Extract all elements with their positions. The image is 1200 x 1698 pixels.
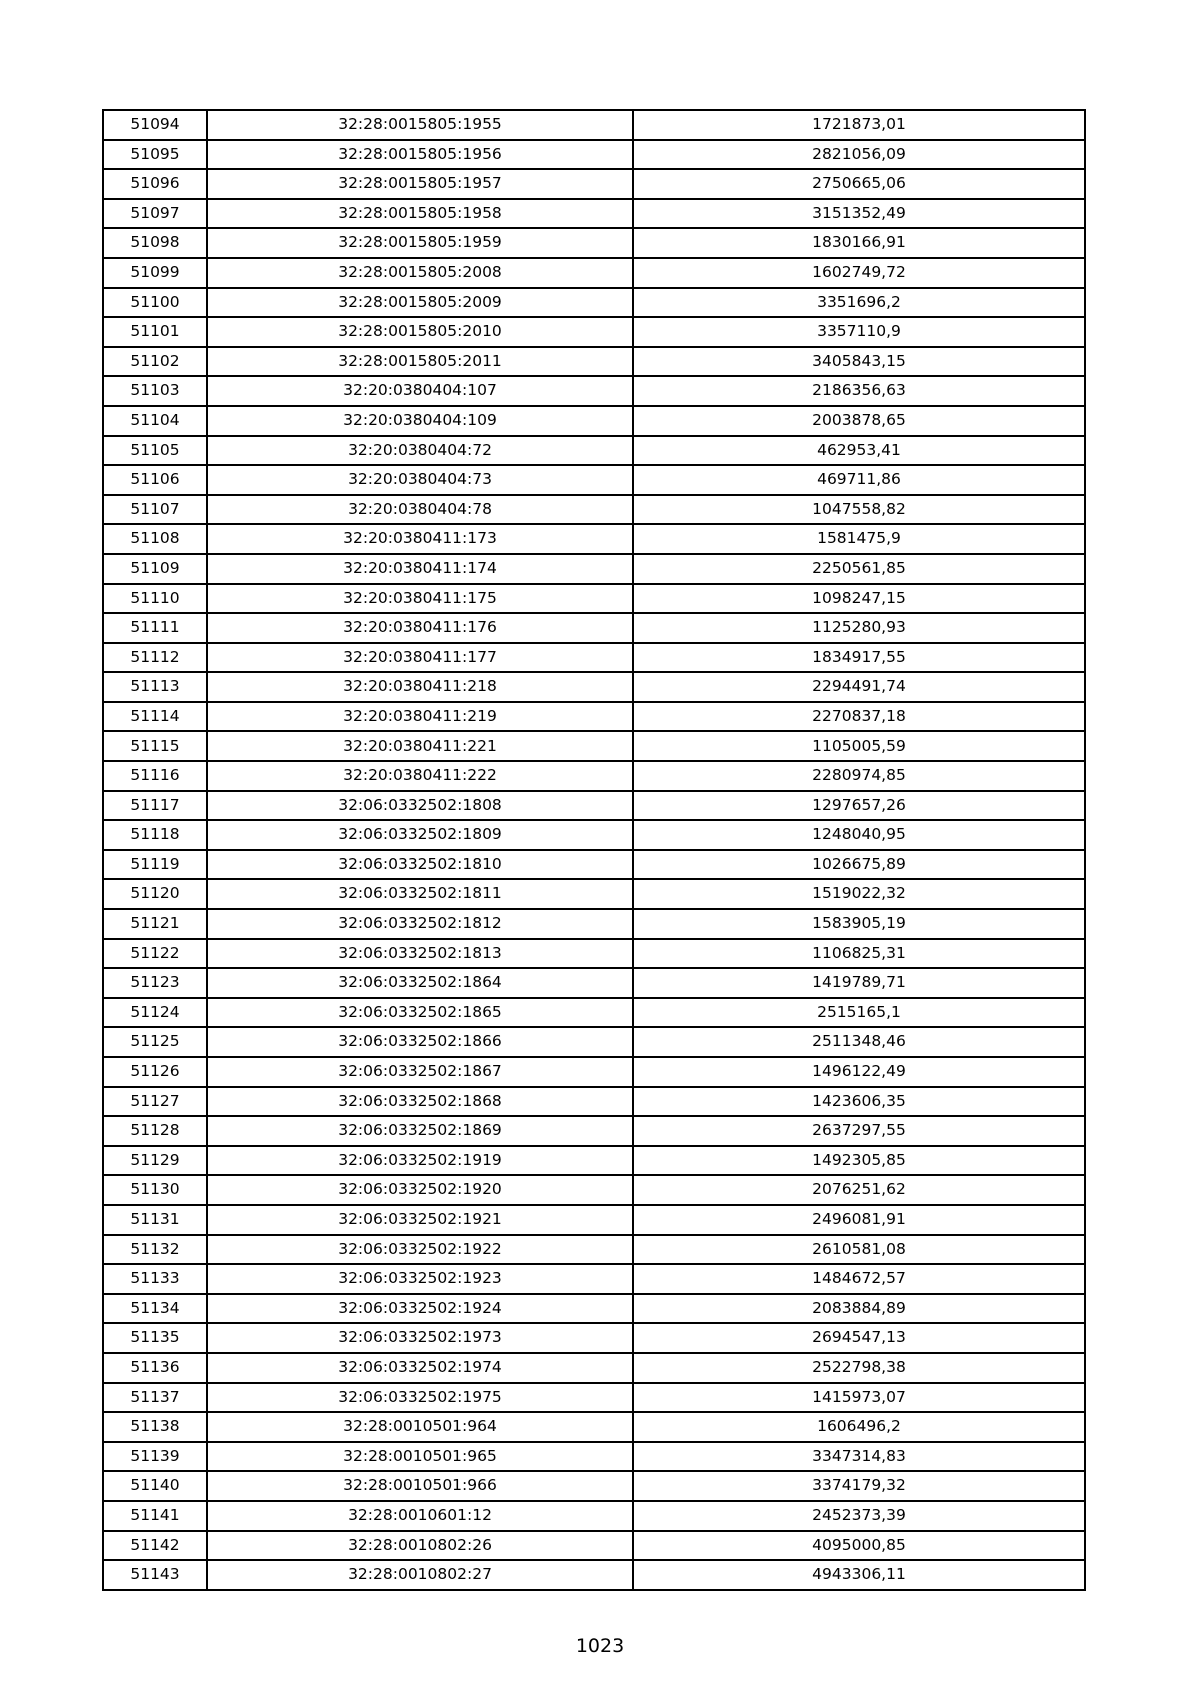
value-cell: 1496122,49 xyxy=(633,1057,1085,1087)
cadastral-number-cell: 32:20:0380404:109 xyxy=(207,406,633,436)
value-cell: 3405843,15 xyxy=(633,347,1085,377)
row-number-cell: 51129 xyxy=(103,1146,207,1176)
cadastral-number-cell: 32:06:0332502:1868 xyxy=(207,1087,633,1117)
table-row xyxy=(103,1146,1085,1176)
table-row xyxy=(103,140,1085,170)
value-cell: 2610581,08 xyxy=(633,1235,1085,1265)
cadastral-number-cell: 32:06:0332502:1920 xyxy=(207,1175,633,1205)
table-row xyxy=(103,1205,1085,1235)
row-number-cell: 51100 xyxy=(103,288,207,318)
cadastral-number-cell: 32:20:0380411:221 xyxy=(207,731,633,761)
cadastral-number-cell: 32:20:0380411:176 xyxy=(207,613,633,643)
value-cell: 1297657,26 xyxy=(633,791,1085,821)
row-number-cell: 51137 xyxy=(103,1383,207,1413)
table-row xyxy=(103,495,1085,525)
cadastral-number-cell: 32:06:0332502:1864 xyxy=(207,968,633,998)
cadastral-number-cell: 32:06:0332502:1973 xyxy=(207,1323,633,1353)
table-row xyxy=(103,761,1085,791)
row-number-cell: 51109 xyxy=(103,554,207,584)
cadastral-number-cell: 32:28:0010501:965 xyxy=(207,1442,633,1472)
table-row xyxy=(103,1471,1085,1501)
row-number-cell: 51101 xyxy=(103,317,207,347)
table-row xyxy=(103,791,1085,821)
cadastral-number-cell: 32:06:0332502:1810 xyxy=(207,850,633,880)
value-cell: 1248040,95 xyxy=(633,820,1085,850)
table-row xyxy=(103,643,1085,673)
row-number-cell: 51102 xyxy=(103,347,207,377)
value-cell: 2003878,65 xyxy=(633,406,1085,436)
table-row xyxy=(103,169,1085,199)
table-row xyxy=(103,850,1085,880)
value-cell: 3151352,49 xyxy=(633,199,1085,229)
row-number-cell: 51116 xyxy=(103,761,207,791)
table-row xyxy=(103,465,1085,495)
row-number-cell: 51130 xyxy=(103,1175,207,1205)
value-cell: 4095000,85 xyxy=(633,1531,1085,1561)
row-number-cell: 51133 xyxy=(103,1264,207,1294)
value-cell: 1492305,85 xyxy=(633,1146,1085,1176)
table-row xyxy=(103,110,1085,140)
value-cell: 1047558,82 xyxy=(633,495,1085,525)
table-row xyxy=(103,376,1085,406)
table-row xyxy=(103,436,1085,466)
value-cell: 1098247,15 xyxy=(633,584,1085,614)
table-row xyxy=(103,879,1085,909)
table-row xyxy=(103,820,1085,850)
table-row xyxy=(103,1264,1085,1294)
row-number-cell: 51095 xyxy=(103,140,207,170)
row-number-cell: 51113 xyxy=(103,672,207,702)
cadastral-number-cell: 32:28:0015805:1955 xyxy=(207,110,633,140)
table-row xyxy=(103,672,1085,702)
table-row xyxy=(103,909,1085,939)
cadastral-number-cell: 32:28:0015805:1956 xyxy=(207,140,633,170)
row-number-cell: 51138 xyxy=(103,1412,207,1442)
value-cell: 4943306,11 xyxy=(633,1560,1085,1590)
cadastral-number-cell: 32:28:0015805:1957 xyxy=(207,169,633,199)
cadastral-number-cell: 32:28:0015805:2010 xyxy=(207,317,633,347)
table-row xyxy=(103,613,1085,643)
row-number-cell: 51125 xyxy=(103,1027,207,1057)
value-cell: 3347314,83 xyxy=(633,1442,1085,1472)
cadastral-number-cell: 32:06:0332502:1919 xyxy=(207,1146,633,1176)
row-number-cell: 51123 xyxy=(103,968,207,998)
value-cell: 1125280,93 xyxy=(633,613,1085,643)
row-number-cell: 51106 xyxy=(103,465,207,495)
row-number-cell: 51107 xyxy=(103,495,207,525)
value-cell: 2076251,62 xyxy=(633,1175,1085,1205)
value-cell: 1026675,89 xyxy=(633,850,1085,880)
row-number-cell: 51099 xyxy=(103,258,207,288)
value-cell: 469711,86 xyxy=(633,465,1085,495)
table-row xyxy=(103,702,1085,732)
row-number-cell: 51136 xyxy=(103,1353,207,1383)
table-row xyxy=(103,1235,1085,1265)
table-row xyxy=(103,1412,1085,1442)
table-row xyxy=(103,1323,1085,1353)
cadastral-number-cell: 32:06:0332502:1809 xyxy=(207,820,633,850)
table-row xyxy=(103,228,1085,258)
cadastral-number-cell: 32:20:0380411:175 xyxy=(207,584,633,614)
row-number-cell: 51132 xyxy=(103,1235,207,1265)
cadastral-number-cell: 32:06:0332502:1867 xyxy=(207,1057,633,1087)
table-row xyxy=(103,731,1085,761)
cadastral-number-cell: 32:28:0010601:12 xyxy=(207,1501,633,1531)
cadastral-number-cell: 32:28:0015805:1959 xyxy=(207,228,633,258)
row-number-cell: 51135 xyxy=(103,1323,207,1353)
row-number-cell: 51104 xyxy=(103,406,207,436)
cadastral-number-cell: 32:06:0332502:1869 xyxy=(207,1116,633,1146)
row-number-cell: 51122 xyxy=(103,939,207,969)
row-number-cell: 51094 xyxy=(103,110,207,140)
data-table xyxy=(102,109,1086,1591)
row-number-cell: 51120 xyxy=(103,879,207,909)
page-number: 1023 xyxy=(575,1635,625,1657)
cadastral-number-cell: 32:28:0010501:964 xyxy=(207,1412,633,1442)
table-row xyxy=(103,584,1085,614)
value-cell: 1484672,57 xyxy=(633,1264,1085,1294)
row-number-cell: 51097 xyxy=(103,199,207,229)
table-row xyxy=(103,1294,1085,1324)
value-cell: 2250561,85 xyxy=(633,554,1085,584)
cadastral-number-cell: 32:06:0332502:1975 xyxy=(207,1383,633,1413)
table-row xyxy=(103,998,1085,1028)
row-number-cell: 51124 xyxy=(103,998,207,1028)
cadastral-number-cell: 32:28:0010501:966 xyxy=(207,1471,633,1501)
cadastral-number-cell: 32:20:0380411:218 xyxy=(207,672,633,702)
table-row xyxy=(103,1560,1085,1590)
row-number-cell: 51141 xyxy=(103,1501,207,1531)
row-number-cell: 51140 xyxy=(103,1471,207,1501)
value-cell: 2694547,13 xyxy=(633,1323,1085,1353)
cadastral-number-cell: 32:20:0380411:222 xyxy=(207,761,633,791)
table-row xyxy=(103,554,1085,584)
value-cell: 2750665,06 xyxy=(633,169,1085,199)
value-cell: 1581475,9 xyxy=(633,524,1085,554)
row-number-cell: 51128 xyxy=(103,1116,207,1146)
row-number-cell: 51131 xyxy=(103,1205,207,1235)
row-number-cell: 51119 xyxy=(103,850,207,880)
table-row xyxy=(103,199,1085,229)
row-number-cell: 51134 xyxy=(103,1294,207,1324)
cadastral-number-cell: 32:28:0010802:27 xyxy=(207,1560,633,1590)
value-cell: 2294491,74 xyxy=(633,672,1085,702)
row-number-cell: 51110 xyxy=(103,584,207,614)
value-cell: 2452373,39 xyxy=(633,1501,1085,1531)
value-cell: 1419789,71 xyxy=(633,968,1085,998)
value-cell: 462953,41 xyxy=(633,436,1085,466)
row-number-cell: 51127 xyxy=(103,1087,207,1117)
cadastral-number-cell: 32:20:0380404:107 xyxy=(207,376,633,406)
value-cell: 1423606,35 xyxy=(633,1087,1085,1117)
table-row xyxy=(103,968,1085,998)
cadastral-number-cell: 32:06:0332502:1923 xyxy=(207,1264,633,1294)
row-number-cell: 51117 xyxy=(103,791,207,821)
cadastral-number-cell: 32:20:0380411:177 xyxy=(207,643,633,673)
cadastral-number-cell: 32:06:0332502:1921 xyxy=(207,1205,633,1235)
table-row xyxy=(103,1116,1085,1146)
value-cell: 1583905,19 xyxy=(633,909,1085,939)
table-row xyxy=(103,939,1085,969)
value-cell: 2083884,89 xyxy=(633,1294,1085,1324)
table-row xyxy=(103,1087,1085,1117)
row-number-cell: 51098 xyxy=(103,228,207,258)
cadastral-number-cell: 32:06:0332502:1812 xyxy=(207,909,633,939)
cadastral-number-cell: 32:06:0332502:1865 xyxy=(207,998,633,1028)
cadastral-number-cell: 32:06:0332502:1924 xyxy=(207,1294,633,1324)
value-cell: 1106825,31 xyxy=(633,939,1085,969)
row-number-cell: 51103 xyxy=(103,376,207,406)
value-cell: 2270837,18 xyxy=(633,702,1085,732)
value-cell: 1830166,91 xyxy=(633,228,1085,258)
value-cell: 2637297,55 xyxy=(633,1116,1085,1146)
row-number-cell: 51111 xyxy=(103,613,207,643)
row-number-cell: 51142 xyxy=(103,1531,207,1561)
value-cell: 1834917,55 xyxy=(633,643,1085,673)
cadastral-number-cell: 32:06:0332502:1922 xyxy=(207,1235,633,1265)
value-cell: 3351696,2 xyxy=(633,288,1085,318)
cadastral-number-cell: 32:28:0015805:2008 xyxy=(207,258,633,288)
row-number-cell: 51143 xyxy=(103,1560,207,1590)
cadastral-number-cell: 32:20:0380411:219 xyxy=(207,702,633,732)
cadastral-number-cell: 32:28:0015805:2011 xyxy=(207,347,633,377)
value-cell: 2186356,63 xyxy=(633,376,1085,406)
cadastral-number-cell: 32:28:0015805:2009 xyxy=(207,288,633,318)
cadastral-number-cell: 32:20:0380404:78 xyxy=(207,495,633,525)
value-cell: 3357110,9 xyxy=(633,317,1085,347)
value-cell: 1602749,72 xyxy=(633,258,1085,288)
row-number-cell: 51126 xyxy=(103,1057,207,1087)
cadastral-number-cell: 32:06:0332502:1813 xyxy=(207,939,633,969)
row-number-cell: 51118 xyxy=(103,820,207,850)
table-row xyxy=(103,1383,1085,1413)
value-cell: 2515165,1 xyxy=(633,998,1085,1028)
value-cell: 1606496,2 xyxy=(633,1412,1085,1442)
table-row xyxy=(103,1531,1085,1561)
cadastral-number-cell: 32:20:0380404:72 xyxy=(207,436,633,466)
cadastral-number-cell: 32:06:0332502:1808 xyxy=(207,791,633,821)
value-cell: 1519022,32 xyxy=(633,879,1085,909)
value-cell: 2496081,91 xyxy=(633,1205,1085,1235)
row-number-cell: 51112 xyxy=(103,643,207,673)
value-cell: 3374179,32 xyxy=(633,1471,1085,1501)
value-cell: 2511348,46 xyxy=(633,1027,1085,1057)
cadastral-number-cell: 32:06:0332502:1974 xyxy=(207,1353,633,1383)
row-number-cell: 51115 xyxy=(103,731,207,761)
table-row xyxy=(103,524,1085,554)
cadastral-number-cell: 32:28:0010802:26 xyxy=(207,1531,633,1561)
table-row xyxy=(103,347,1085,377)
value-cell: 2280974,85 xyxy=(633,761,1085,791)
table-row xyxy=(103,1057,1085,1087)
value-cell: 1105005,59 xyxy=(633,731,1085,761)
table-row xyxy=(103,1442,1085,1472)
table-row xyxy=(103,1175,1085,1205)
cadastral-number-cell: 32:06:0332502:1866 xyxy=(207,1027,633,1057)
cadastral-number-cell: 32:20:0380404:73 xyxy=(207,465,633,495)
cadastral-number-cell: 32:28:0015805:1958 xyxy=(207,199,633,229)
table-body xyxy=(103,110,1085,1590)
row-number-cell: 51139 xyxy=(103,1442,207,1472)
row-number-cell: 51121 xyxy=(103,909,207,939)
cadastral-number-cell: 32:20:0380411:174 xyxy=(207,554,633,584)
row-number-cell: 51105 xyxy=(103,436,207,466)
value-cell: 1415973,07 xyxy=(633,1383,1085,1413)
table-row xyxy=(103,258,1085,288)
row-number-cell: 51108 xyxy=(103,524,207,554)
table-row xyxy=(103,317,1085,347)
value-cell: 1721873,01 xyxy=(633,110,1085,140)
row-number-cell: 51114 xyxy=(103,702,207,732)
cadastral-number-cell: 32:06:0332502:1811 xyxy=(207,879,633,909)
table-row xyxy=(103,288,1085,318)
row-number-cell: 51096 xyxy=(103,169,207,199)
value-cell: 2522798,38 xyxy=(633,1353,1085,1383)
cadastral-number-cell: 32:20:0380411:173 xyxy=(207,524,633,554)
value-cell: 2821056,09 xyxy=(633,140,1085,170)
table-row xyxy=(103,1353,1085,1383)
table-row xyxy=(103,406,1085,436)
table-row xyxy=(103,1501,1085,1531)
table-row xyxy=(103,1027,1085,1057)
